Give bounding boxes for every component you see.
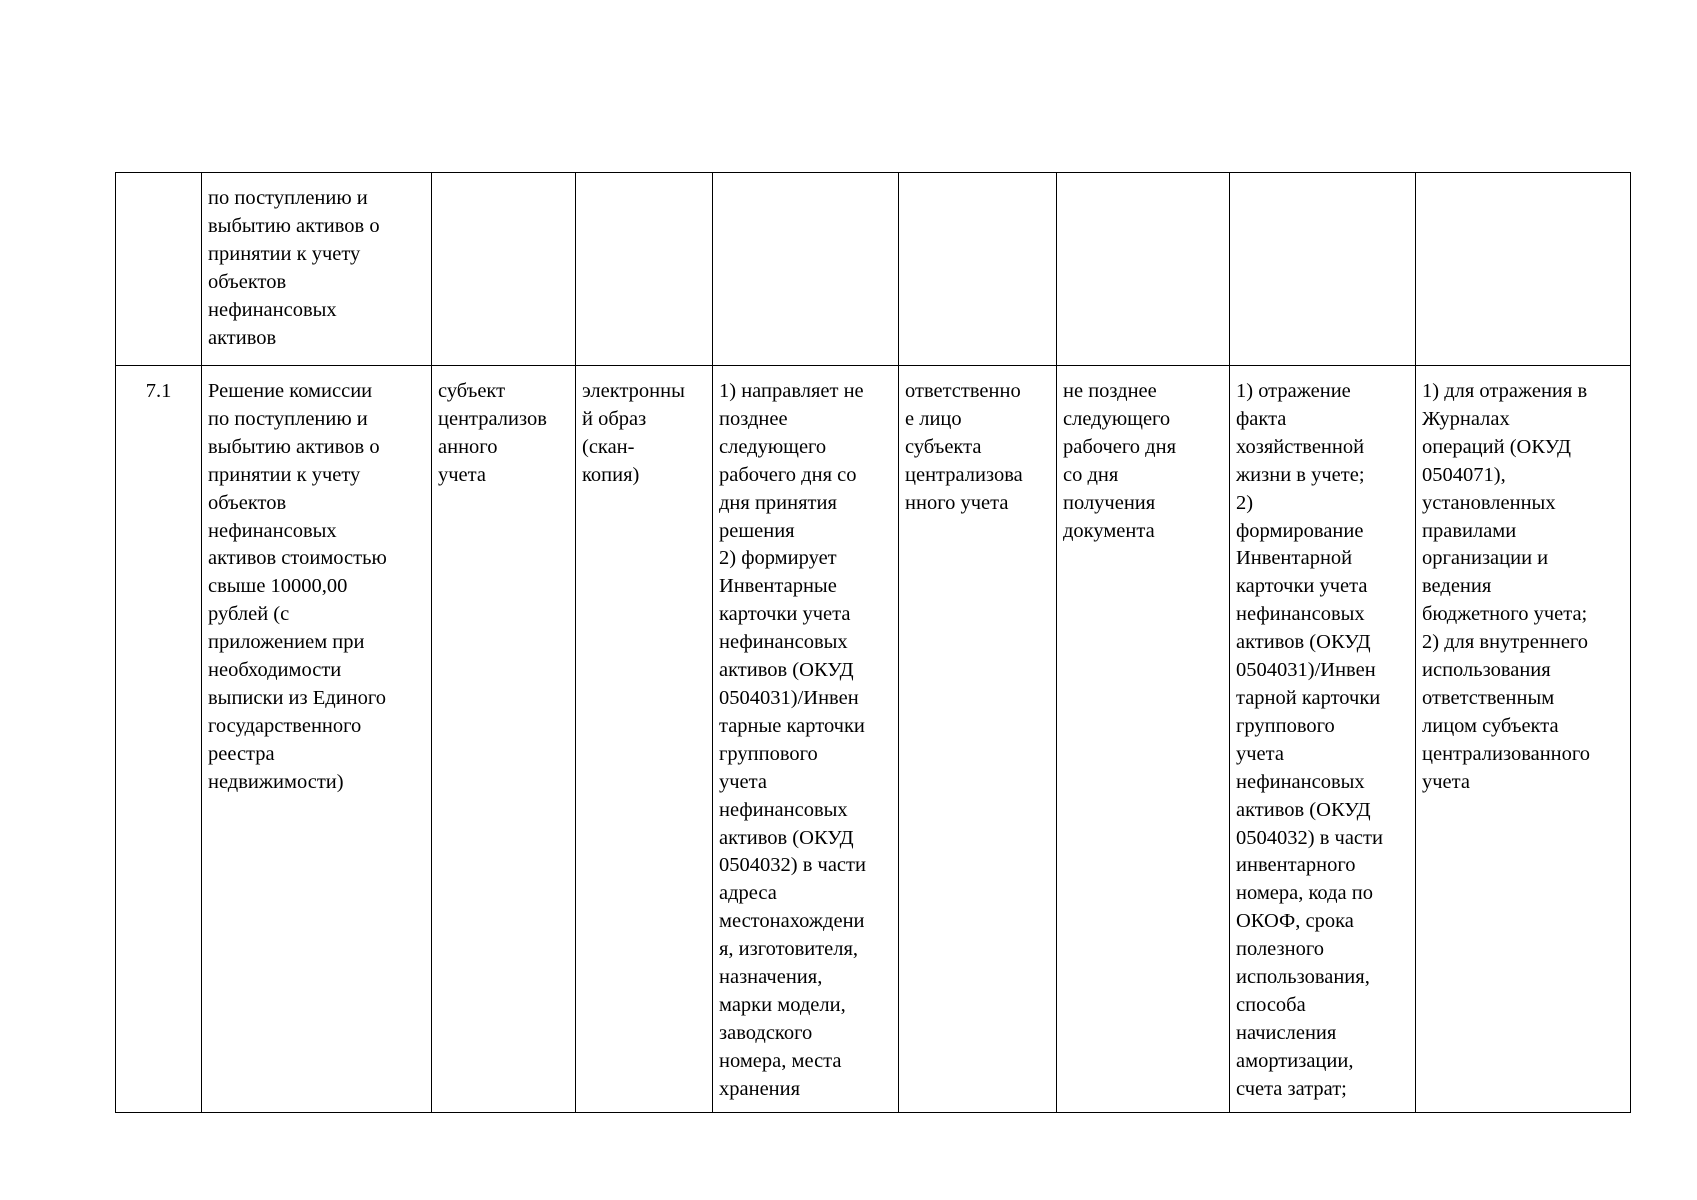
cell-text-line: следующего	[1063, 407, 1171, 430]
cell-text-line: активов (ОКУД	[1236, 631, 1371, 654]
cell-text-line: свыше 10000,00	[208, 575, 348, 598]
cell-text-line: рублей (с	[208, 603, 290, 626]
cell-text-line: Инвентарные	[719, 575, 837, 598]
cell-text-line: формирование	[1236, 519, 1364, 542]
cell-text-line: номера, кода по	[1236, 882, 1373, 905]
cell-text-line: по поступлению и	[208, 407, 368, 430]
cell-text-line: субъекта	[905, 435, 982, 458]
cell-text-line: учета	[438, 463, 486, 486]
cell-text-line: недвижимости)	[208, 770, 344, 793]
cell-text-line: бюджетного учета;	[1422, 603, 1588, 626]
cell-text-line: 2) формирует	[719, 547, 837, 570]
cell-responsible	[899, 173, 1057, 366]
cell-text-line: полезного	[1236, 938, 1324, 961]
cell-text-line: факта	[1236, 407, 1287, 430]
cell-text-line: нефинансовых	[719, 798, 848, 821]
cell-text-line: анного	[438, 435, 498, 458]
cell-text-line: жизни в учете;	[1236, 463, 1365, 486]
cell-text-line: выписки из Единого	[208, 686, 387, 709]
cell-text-line: марки модели,	[719, 993, 846, 1016]
cell-creator	[432, 366, 576, 1113]
cell-text-line: правилами	[1422, 519, 1517, 542]
cell-text-line: операций (ОКУД	[1422, 435, 1572, 458]
cell-usage	[1416, 173, 1631, 366]
cell-document	[202, 366, 432, 1113]
cell-text-line: приложением при	[208, 631, 365, 654]
cell-creator	[432, 173, 576, 366]
cell-text-line: объектов	[208, 270, 287, 293]
cell-text-line: е лицо	[905, 407, 962, 430]
cell-text-line: принятии к учету	[208, 463, 361, 486]
cell-text-line: способа	[1236, 993, 1306, 1016]
cell-text-line: адреса	[719, 882, 777, 905]
cell-number: 7.1	[116, 366, 202, 1113]
cell-text-line: карточки учета	[719, 603, 851, 626]
cell-text-line: реестра	[208, 742, 275, 765]
cell-text-line: централизованного	[1422, 742, 1591, 765]
cell-text-line: счета затрат;	[1236, 1077, 1347, 1100]
cell-text-line: установленных	[1422, 491, 1556, 514]
cell-format	[576, 173, 713, 366]
cell-text-line: нефинансовых	[1236, 603, 1365, 626]
cell-document	[202, 173, 432, 366]
cell-text-line: со дня	[1063, 463, 1119, 486]
cell-text-line: назначения,	[719, 966, 823, 989]
cell-text-line: 2) для внутреннего	[1422, 631, 1589, 654]
cell-text-line: 0504031)/Инвен	[1236, 659, 1376, 682]
cell-text-line: нефинансовых	[208, 519, 337, 542]
cell-text-line: следующего	[719, 435, 827, 458]
cell-text-line: 0504032) в части	[1236, 826, 1383, 849]
cell-text-line: учета	[719, 770, 767, 793]
cell-action	[713, 366, 899, 1113]
cell-text-line: нефинансовых	[1236, 770, 1365, 793]
table-row-7-1	[116, 366, 1631, 1113]
cell-text-line: активов (ОКУД	[719, 659, 854, 682]
cell-responsible	[899, 366, 1057, 1113]
cell-format	[576, 366, 713, 1113]
cell-usage	[1416, 366, 1631, 1113]
cell-text-line: субъект	[438, 380, 506, 402]
cell-text-line: ответственно	[905, 380, 1021, 402]
cell-text-line: необходимости	[208, 659, 342, 682]
cell-text-line: начисления	[1236, 1021, 1337, 1044]
cell-result	[1230, 173, 1416, 366]
cell-text-line: государственного	[208, 714, 362, 737]
cell-text-line: заводского	[719, 1021, 813, 1044]
cell-text-line: получения	[1063, 491, 1156, 514]
table-row-continuation	[116, 173, 1631, 366]
cell-text-line: 1) направляет не	[719, 380, 864, 402]
cell-text-line: Решение комиссии	[208, 380, 373, 402]
cell-text-line: объектов	[208, 491, 287, 514]
cell-text-line: ответственным	[1422, 686, 1555, 709]
cell-deadline	[1057, 366, 1230, 1113]
cell-text-line: инвентарного	[1236, 854, 1356, 877]
cell-text-line: активов (ОКУД	[719, 826, 854, 849]
cell-text-line: ведения	[1422, 575, 1492, 598]
cell-text-line: ОКОФ, срока	[1236, 910, 1354, 933]
cell-text-line: амортизации,	[1236, 1049, 1354, 1072]
cell-text-line: нефинансовых	[719, 631, 848, 654]
cell-result	[1230, 366, 1416, 1113]
cell-text-line: я, изготовителя,	[719, 938, 859, 961]
cell-text-line: активов (ОКУД	[1236, 798, 1371, 821]
cell-text-line: тарной карточки	[1236, 686, 1381, 709]
cell-text-line: выбытию активов о	[208, 435, 380, 458]
cell-text-line: централизова	[905, 463, 1023, 486]
cell-text-line: позднее	[719, 407, 788, 430]
cell-text-line: хозяйственной	[1236, 435, 1365, 458]
cell-text-line: решения	[719, 519, 795, 542]
cell-text-line: рабочего дня со	[719, 463, 857, 486]
cell-text-line: принятии к учету	[208, 242, 361, 265]
cell-text-line: 0504031)/Инвен	[719, 686, 859, 709]
cell-text-line: Инвентарной	[1236, 547, 1353, 570]
cell-text-line: выбытию активов о	[208, 214, 380, 237]
cell-text-line: номера, места	[719, 1049, 842, 1072]
cell-text-line: Журналах	[1422, 407, 1510, 430]
cell-text-line: централизов	[438, 407, 547, 430]
cell-text-line: 1) для отражения в	[1422, 380, 1588, 402]
cell-text-line: местонахождени	[719, 910, 865, 933]
cell-text-line: карточки учета	[1236, 575, 1368, 598]
cell-text-line: рабочего дня	[1063, 435, 1177, 458]
cell-text-line: электронны	[582, 380, 685, 402]
cell-text-line: 2)	[1236, 491, 1254, 514]
cell-text-line: 1) отражение	[1236, 380, 1351, 402]
cell-text-line: й образ	[582, 407, 647, 430]
cell-text-line: использования	[1422, 659, 1551, 682]
document-table	[115, 172, 1631, 1113]
cell-text-line: по поступлению и	[208, 187, 368, 209]
cell-text-line: копия)	[582, 463, 640, 486]
cell-text-line: не позднее	[1063, 380, 1157, 402]
cell-text-line: группового	[719, 742, 818, 765]
cell-text-line: активов стоимостью	[208, 547, 387, 570]
cell-text-line: документа	[1063, 519, 1155, 542]
cell-number	[116, 173, 202, 366]
cell-text-line: лицом субъекта	[1422, 714, 1559, 737]
cell-text-line: использования,	[1236, 966, 1370, 989]
cell-text-line: группового	[1236, 714, 1335, 737]
cell-deadline	[1057, 173, 1230, 366]
cell-text-line: организации и	[1422, 547, 1549, 570]
cell-text-line: 0504071),	[1422, 463, 1506, 486]
cell-action	[713, 173, 899, 366]
cell-text-line: 0504032) в части	[719, 854, 866, 877]
cell-text-line: нефинансовых	[208, 298, 337, 321]
cell-text-line: нного учета	[905, 491, 1009, 514]
cell-text-line: учета	[1422, 770, 1470, 793]
cell-text-line: (скан-	[582, 435, 635, 458]
cell-text-line: дня принятия	[719, 491, 837, 514]
cell-text-line: активов	[208, 326, 277, 349]
cell-text-line: учета	[1236, 742, 1284, 765]
cell-text-line: тарные карточки	[719, 714, 865, 737]
cell-text-line: хранения	[719, 1077, 801, 1100]
